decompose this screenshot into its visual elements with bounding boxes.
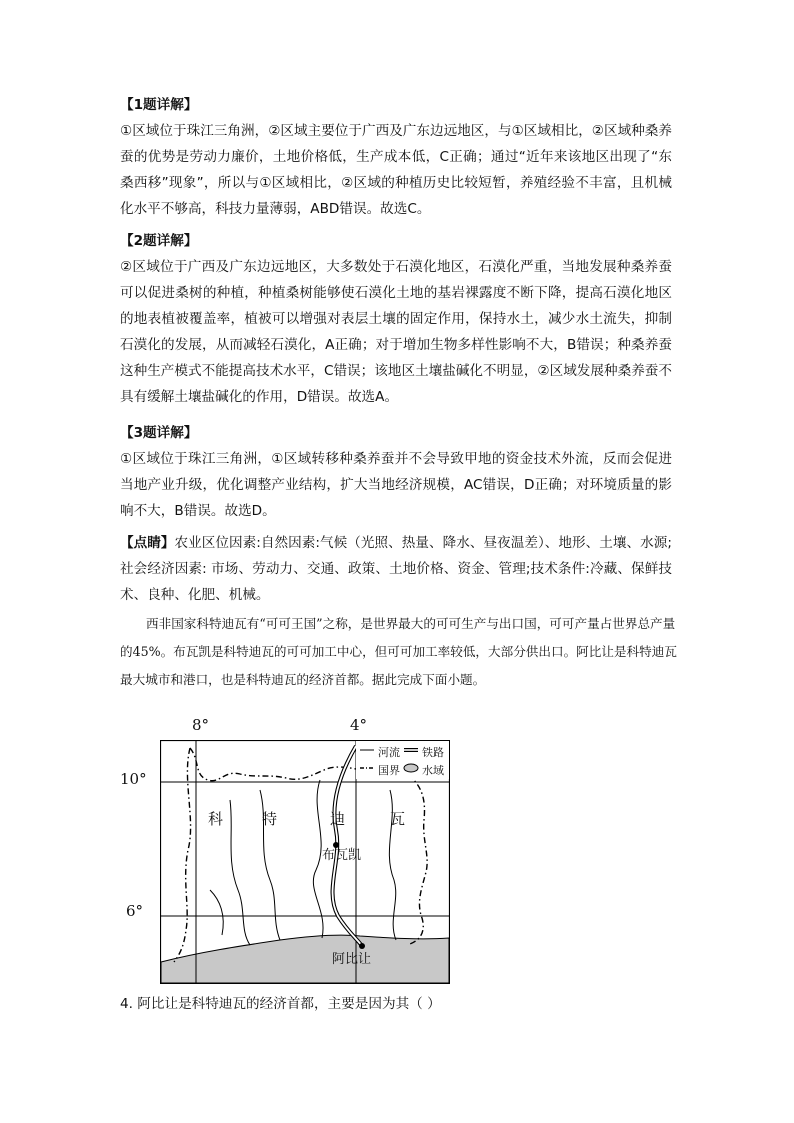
question-4: 4. 阿比让是科特迪瓦的经济首都，主要是因为其（ ） (120, 996, 441, 1012)
section-3 (120, 420, 672, 524)
lon-label-4: 4° (350, 716, 368, 734)
section-2 (120, 228, 672, 410)
city-label-bouake: 布瓦凯 (322, 848, 362, 863)
section-1-heading: 【1题详解】 (120, 97, 198, 113)
section-1-text: ①区域位于珠江三角洲，②区域主要位于广西及广东边远地区，与①区域相比，②区域种桑养蚕的优势是劳动力廉价，土地价格低，生产成本低，C正确；通过“近年来该地区出现了“东桑西移”现象”，所以与①区域相比，②区域的种植历史比较短暂，养殖经验不丰富，且机械化水平不够高，科技力量薄弱，ABD错误。故选C。 (120, 123, 672, 217)
note-block (120, 530, 672, 608)
lat-label-6: 6° (126, 902, 144, 920)
note-heading: 【点睛】 (120, 535, 175, 551)
legend-railway-label: 铁路 (422, 746, 444, 759)
section-2-heading: 【2题详解】 (120, 233, 198, 249)
cote-divoire-map (120, 716, 450, 986)
map-canvas (160, 740, 450, 984)
city-label-abidjan: 阿比让 (332, 952, 372, 967)
country-char-2: 特 (262, 810, 278, 828)
legend-river-label: 河流 (378, 746, 400, 759)
note-text: 农业区位因素:自然因素:气候（光照、热量、降水、昼夜温差）、地形、土壤、水源;社会经济因素: 市场、劳动力、交通、政策、土地价格、资金、管理;技术条件:冷藏、保鲜技术、良种、化肥、机械。 (120, 535, 672, 603)
intro-passage: 西非国家科特迪瓦有“可可王国”之称，是世界最大的可可生产与出口国，可可产量占世界总产量的45%。布瓦凯是科特迪瓦的可可加工中心，但可可加工率较低，大部分供出口。阿比让是科特迪瓦最大城市和港口，也是科特迪瓦的经济首都。据此完成下面小题。 (120, 616, 677, 687)
section-3-text: ①区域位于珠江三角洲，①区域转移种桑养蚕并不会导致甲地的资金技术外流，反而会促进当地产业升级，优化调整产业结构，扩大当地经济规模，AC错误，D正确；对环境质量的影响不大，B错误。故选D。 (120, 451, 672, 519)
legend-water-swatch (404, 764, 418, 772)
country-char-1: 科 (208, 810, 224, 828)
country-char-3: 迪 (330, 810, 346, 828)
section-1 (120, 92, 672, 222)
section-3-heading: 【3题详解】 (120, 425, 198, 441)
country-char-4: 瓦 (390, 810, 406, 828)
legend-water-label: 水域 (422, 764, 444, 777)
section-2-text: ②区域位于广西及广东边远地区，大多数处于石漠化地区，石漠化严重，当地发展种桑养蚕可以促进桑树的种植，种植桑树能够使石漠化土地的基岩裸露度不断下降，提高石漠化地区的地表植被覆盖率，植被可以增强对表层土壤的固定作用，保持水土，减少水土流失，抑制石漠化的发展，从而减轻石漠化，A正确；对于增加生物多样性影响不大，B错误；种桑养蚕这种生产模式不能提高技术水平，C错误；该地区土壤盐碱化不明显，②区域发展种桑养蚕不具有缓解土壤盐碱化的作用，D错误。故选A。 (120, 259, 672, 405)
legend-border-label: 国界 (378, 764, 400, 777)
lat-label-10: 10° (120, 770, 147, 788)
lon-label-8: 8° (192, 716, 210, 734)
